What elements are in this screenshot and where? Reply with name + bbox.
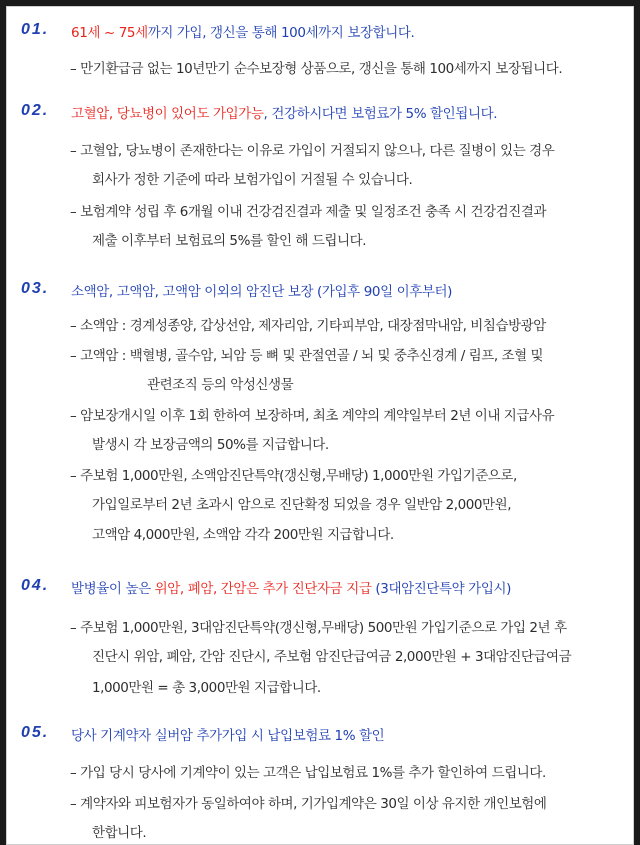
list-item-continuation: 1,000만원 = 총 3,000만원 지급합니다. (92, 680, 321, 696)
section-heading (71, 280, 452, 300)
section-heading (71, 577, 511, 597)
list-item-continuation: 회사가 정한 기준에 따라 보험가입이 거절될 수 있습니다. (92, 172, 413, 188)
section-number: 05. (21, 724, 50, 741)
list-item: – 고액암 : 백혈병, 골수암, 뇌암 등 뼈 및 관절연골 / 뇌 및 중추신경계 / 림프, 조혈 및 (70, 348, 544, 364)
list-item: – 고혈압, 당뇨병이 존재한다는 이유로 가입이 거절되지 않으나, 다른 질병이 있는 경우 (70, 143, 555, 159)
heading-text: 당사 기계약자 실버암 추가가입 시 납입보험료 1% 할인 (71, 728, 385, 744)
heading-highlight: 고혈압, 당뇨병이 있어도 가입가능 (71, 106, 264, 122)
list-item: – 계약자와 피보험자가 동일하여야 하며, 기가입계약은 30일 이상 유지한 개인보험에 (70, 796, 547, 812)
heading-text: 소액암, 고액암, 고액암 이외의 암진단 보장 (가입후 90일 이후부터) (71, 284, 453, 300)
section-number: 04. (21, 577, 50, 594)
heading-text: 까지 가입, 갱신을 통해 100세까지 보장합니다. (147, 25, 415, 41)
list-item-continuation: 관련조직 등의 악성신생물 (147, 377, 294, 393)
list-item-continuation: 제출 이후부터 보험료의 5%를 할인 해 드립니다. (92, 233, 367, 249)
section-number: 01. (21, 21, 50, 38)
list-item: – 암보장개시일 이후 1회 한하여 보장하며, 최초 계약의 계약일부터 2년 이내 지급사유 (70, 408, 555, 424)
heading-highlight: 위암, 폐암, 간암은 추가 진단자금 지급 (154, 581, 372, 597)
list-item-continuation: 진단시 위암, 폐암, 간암 진단시, 주보험 암진단급여금 2,000만원 + 3대암진단급여금 (92, 649, 572, 665)
section-number: 03. (21, 280, 50, 297)
list-item-continuation: 발생시 각 보장금액의 50%를 지급합니다. (92, 437, 329, 453)
list-item: – 주보험 1,000만원, 3대암진단특약(갱신형,무배당) 500만원 가입기준으로 가입 2년 후 (70, 620, 567, 636)
list-item-continuation: 고액암 4,000만원, 소액암 각각 200만원 지급합니다. (92, 527, 394, 543)
section-heading (71, 724, 384, 744)
list-item-continuation: 한합니다. (92, 825, 147, 841)
list-item-continuation: 가입일로부터 2년 초과시 암으로 진단확정 되었을 경우 일반암 2,000만원, (92, 497, 512, 513)
section-heading (71, 21, 414, 41)
document-frame (6, 6, 634, 845)
heading-text: 발병율이 높은 (71, 581, 155, 597)
section-heading (71, 102, 497, 122)
list-item: – 소액암 : 경계성종양, 갑상선암, 제자리암, 기타피부암, 대장점막내암, 비침습방광암 (70, 318, 546, 334)
heading-text: , 건강하시다면 보험료가 5% 할인됩니다. (263, 106, 498, 122)
heading-text: (3대암진단특약 가입시) (371, 581, 511, 597)
list-item: – 만기환급금 없는 10년만기 순수보장형 상품으로, 갱신을 통해 100세까지 보장됩니다. (70, 61, 563, 77)
heading-highlight: 61세 ~ 75세 (71, 25, 148, 41)
list-item: – 주보험 1,000만원, 소액암진단특약(갱신형,무배당) 1,000만원 가입기준으로, (70, 468, 517, 484)
list-item: – 보험계약 성립 후 6개월 이내 건강검진결과 제출 및 일정조건 충족 시 건강검진결과 (70, 204, 547, 220)
list-item: – 가입 당시 당사에 기계약이 있는 고객은 납입보험료 1%를 추가 할인하여 드립니다. (70, 765, 546, 781)
section-number: 02. (21, 102, 50, 119)
